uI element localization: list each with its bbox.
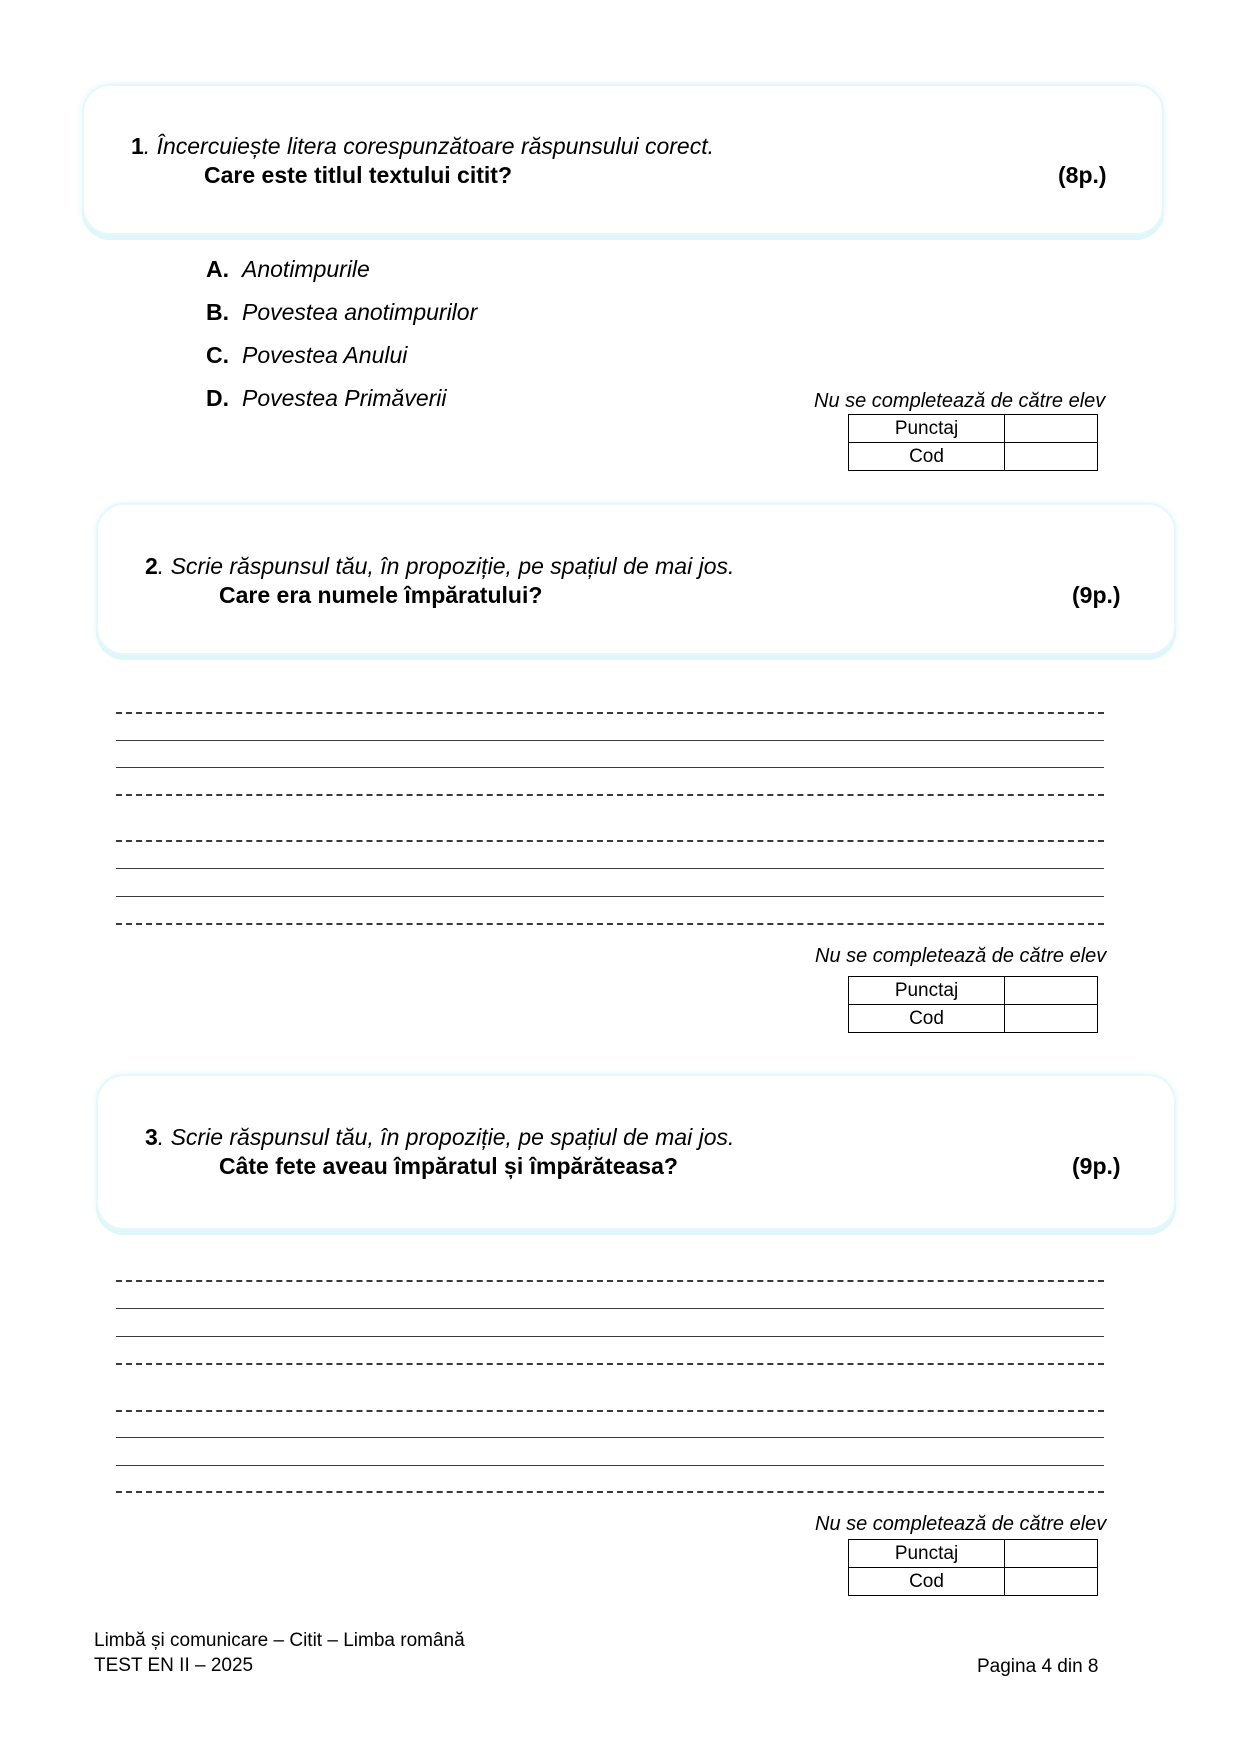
question-2-number: 2	[145, 553, 158, 579]
question-1-instruction-text: Încercuiește litera corespunzătoare răspunsului corect.	[156, 133, 714, 159]
punctaj-cell	[1005, 415, 1098, 443]
option-letter: C.	[206, 342, 229, 368]
cod-cell	[1005, 1568, 1098, 1596]
writing-line	[116, 1465, 1104, 1466]
question-2-text: Care era numele împăratului?	[219, 582, 543, 608]
question-2-instruction-text: Scrie răspunsul tău, în propoziție, pe spațiul de mai jos.	[170, 553, 735, 579]
question-3-instruction: 3. Scrie răspunsul tău, în propoziție, pe spațiul de mai jos.	[145, 1124, 735, 1150]
writing-line	[116, 1410, 1104, 1412]
writing-line	[116, 840, 1104, 842]
option-text: Anotimpurile	[242, 256, 370, 282]
option-letter: B.	[206, 299, 229, 325]
writing-line	[116, 1308, 1104, 1309]
question-1-text: Care este titlul textului citit?	[204, 162, 512, 188]
writing-line	[116, 868, 1104, 869]
grading-note-1: Nu se completează de către elev	[814, 390, 1106, 412]
option-a[interactable]	[206, 256, 370, 283]
grading-table-1	[848, 414, 1098, 471]
writing-line	[116, 1437, 1104, 1438]
question-2-instruction: 2. Scrie răspunsul tău, în propoziție, pe spațiul de mai jos.	[145, 553, 735, 579]
writing-line	[116, 923, 1104, 925]
cod-label: Cod	[849, 1568, 1005, 1596]
option-b[interactable]	[206, 299, 477, 326]
grading-note-2: Nu se completează de către elev	[815, 945, 1107, 967]
question-3-text: Câte fete aveau împăratul și împărăteasa?	[219, 1153, 678, 1179]
page-number: Pagina 4 din 8	[977, 1656, 1099, 1677]
grading-note-3: Nu se completează de către elev	[815, 1513, 1107, 1535]
option-text: Povestea Primăverii	[242, 385, 447, 411]
option-letter: D.	[206, 385, 229, 411]
writing-line	[116, 896, 1104, 897]
cod-label: Cod	[849, 1005, 1005, 1033]
punctaj-label: Punctaj	[849, 977, 1005, 1005]
question-1-number: 1	[131, 133, 144, 159]
question-3-number: 3	[145, 1124, 158, 1150]
writing-line	[116, 712, 1104, 714]
question-1-points: (8p.)	[1058, 162, 1107, 188]
punctaj-label: Punctaj	[849, 415, 1005, 443]
question-3-instruction-text: Scrie răspunsul tău, în propoziție, pe spațiul de mai jos.	[170, 1124, 735, 1150]
writing-line	[116, 1363, 1104, 1365]
punctaj-cell	[1005, 977, 1098, 1005]
option-text: Povestea Anului	[242, 342, 408, 368]
writing-line	[116, 1336, 1104, 1337]
punctaj-label: Punctaj	[849, 1540, 1005, 1568]
option-letter: A.	[206, 256, 229, 282]
footer-subject: Limbă și comunicare – Citit – Limba română	[94, 1630, 465, 1651]
cod-cell	[1005, 1005, 1098, 1033]
question-1-instruction: 1. Încercuiește litera corespunzătoare răspunsului corect.	[131, 133, 714, 159]
grading-table-2	[848, 976, 1098, 1033]
option-d[interactable]	[206, 385, 447, 412]
writing-line	[116, 794, 1104, 796]
footer-test: TEST EN II – 2025	[94, 1655, 254, 1676]
writing-line	[116, 1280, 1104, 1282]
option-c[interactable]	[206, 342, 407, 369]
writing-line	[116, 767, 1104, 768]
option-text: Povestea anotimpurilor	[242, 299, 478, 325]
question-3-box	[96, 1074, 1176, 1230]
writing-line	[116, 740, 1104, 741]
writing-line	[116, 1491, 1104, 1493]
cod-cell	[1005, 443, 1098, 471]
cod-label: Cod	[849, 443, 1005, 471]
punctaj-cell	[1005, 1540, 1098, 1568]
question-3-points: (9p.)	[1072, 1153, 1121, 1179]
grading-table-3	[848, 1539, 1098, 1596]
question-2-points: (9p.)	[1072, 582, 1121, 608]
